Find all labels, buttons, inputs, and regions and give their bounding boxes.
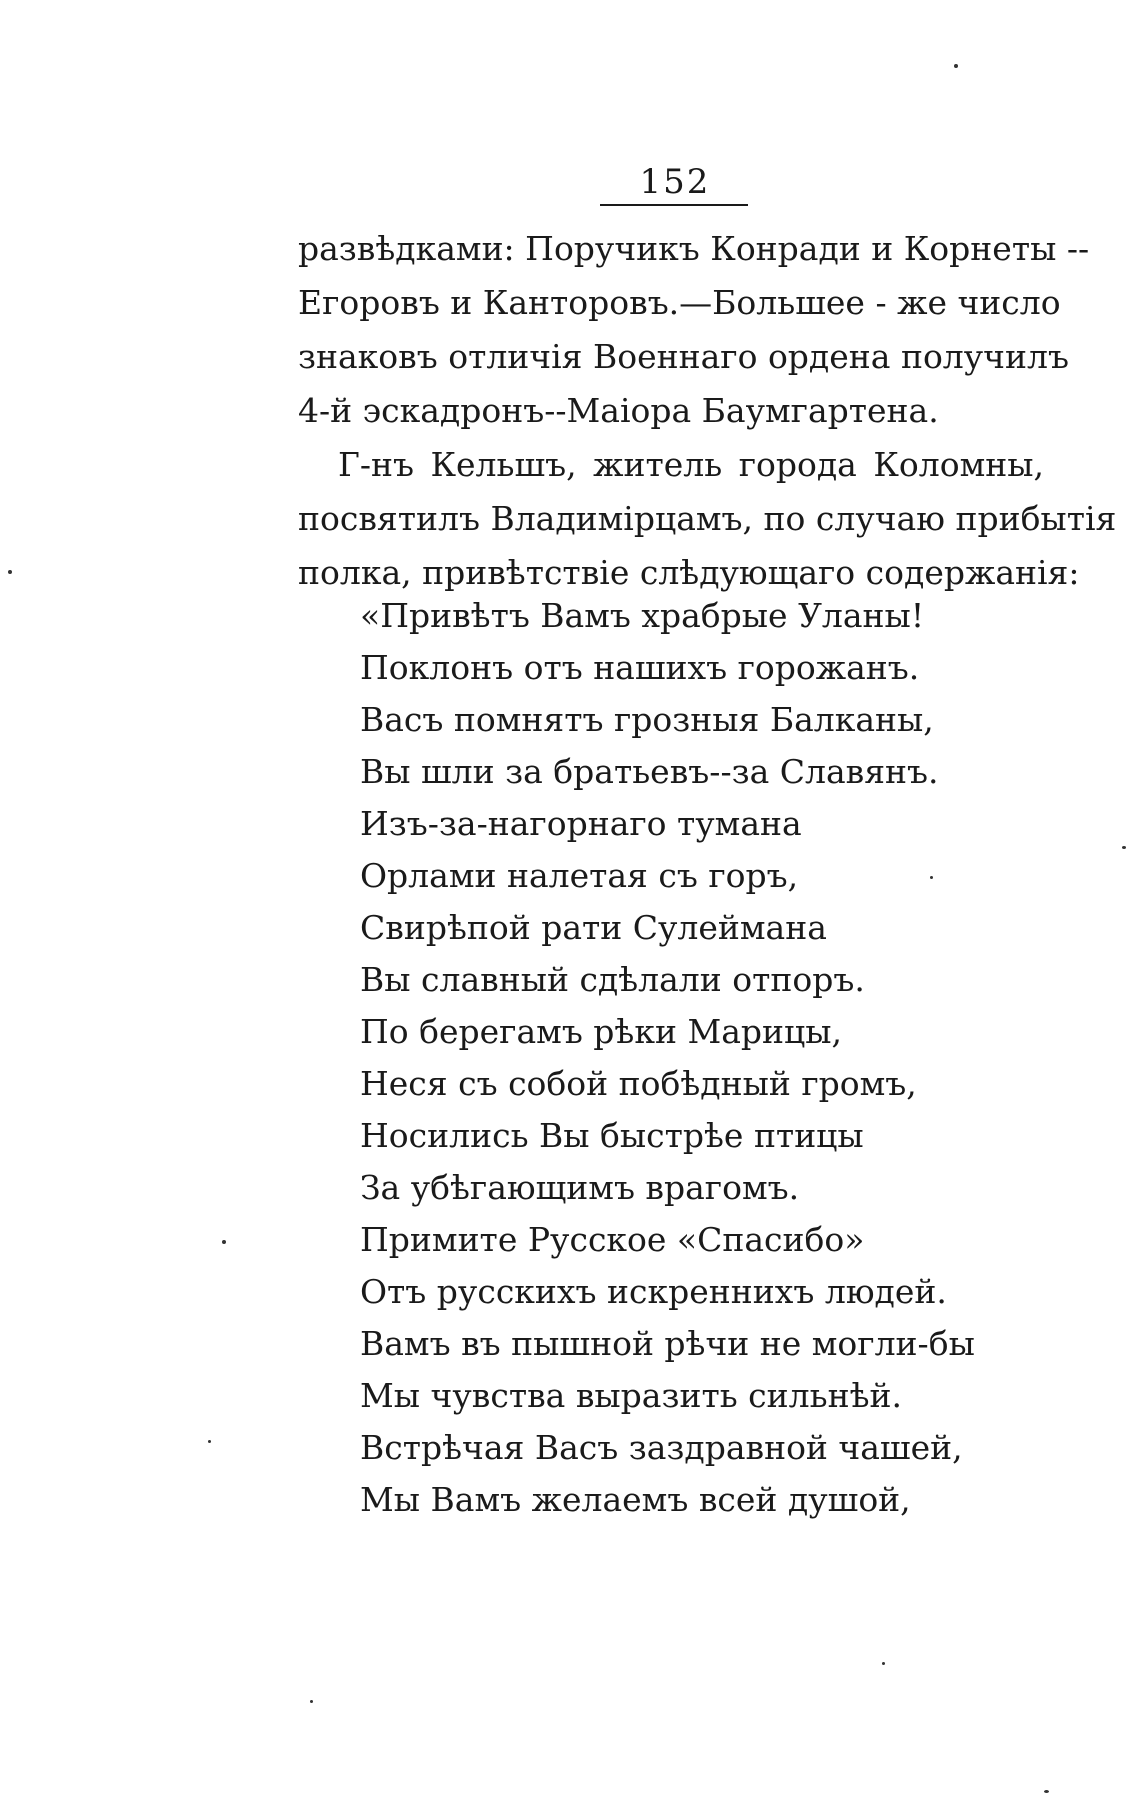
poem-line: Васъ помнятъ грозныя Балканы, <box>360 700 934 739</box>
page-number-rule <box>600 204 748 206</box>
poem-line: Изъ-за-нагорнаго тумана <box>360 804 802 843</box>
poem-line: Вамъ въ пышной рѣчи не могли-бы <box>360 1324 975 1363</box>
scan-speck <box>222 1240 226 1244</box>
prose-line: полка, привѣтствіе слѣдующаго содержанія: <box>298 553 1080 592</box>
page-number: 152 <box>639 162 711 202</box>
scan-speck <box>930 876 933 879</box>
poem-line: Отъ русскихъ искреннихъ людей. <box>360 1272 947 1311</box>
poem-line: По берегамъ рѣки Марицы, <box>360 1012 842 1051</box>
poem-line: «Привѣтъ Вамъ храбрые Уланы! <box>360 596 925 635</box>
poem-line: Носились Вы быстрѣе птицы <box>360 1116 864 1155</box>
scan-speck <box>954 64 958 68</box>
prose-line: знаковъ отличія Военнаго ордена получилъ <box>298 337 1069 376</box>
poem-block <box>360 590 975 1526</box>
scan-speck <box>1044 1790 1049 1793</box>
poem-line: Мы чувства выразить сильнѣй. <box>360 1376 902 1415</box>
poem-line: За убѣгающимъ врагомъ. <box>360 1168 800 1207</box>
prose-line: 4-й эскадронъ--Маіора Баумгартена. <box>298 391 939 430</box>
poem-line: Орлами налетая съ горъ, <box>360 856 799 895</box>
poem-line: Примите Русское «Спасибо» <box>360 1220 865 1259</box>
scan-speck <box>208 1440 211 1443</box>
scan-speck <box>882 1662 885 1665</box>
poem-line: Мы Вамъ желаемъ всей душой, <box>360 1480 911 1519</box>
poem-line: Свирѣпой рати Сулеймана <box>360 908 827 947</box>
prose-line: Г-нъ Кельшъ, житель города Коломны, <box>338 445 1044 484</box>
prose-line: посвятилъ Владимірцамъ, по случаю прибытія <box>298 499 1117 538</box>
poem-line: Вы славный сдѣлали отпоръ. <box>360 960 865 999</box>
poem-line: Неся съ собой побѣдный громъ, <box>360 1064 917 1103</box>
poem-line: Встрѣчая Васъ заздравной чашей, <box>360 1428 963 1467</box>
prose-line: Егоровъ и Канторовъ.—Большее - же число <box>298 283 1061 322</box>
scan-speck <box>1122 846 1126 849</box>
poem-line: Вы шли за братьевъ--за Славянъ. <box>360 752 939 791</box>
poem-line: Поклонъ отъ нашихъ горожанъ. <box>360 648 920 687</box>
scan-speck <box>8 570 12 574</box>
prose-block <box>298 222 1117 600</box>
prose-line: развѣдками: Поручикъ Конради и Корнеты -- <box>298 229 1090 268</box>
scan-speck <box>310 1700 313 1703</box>
